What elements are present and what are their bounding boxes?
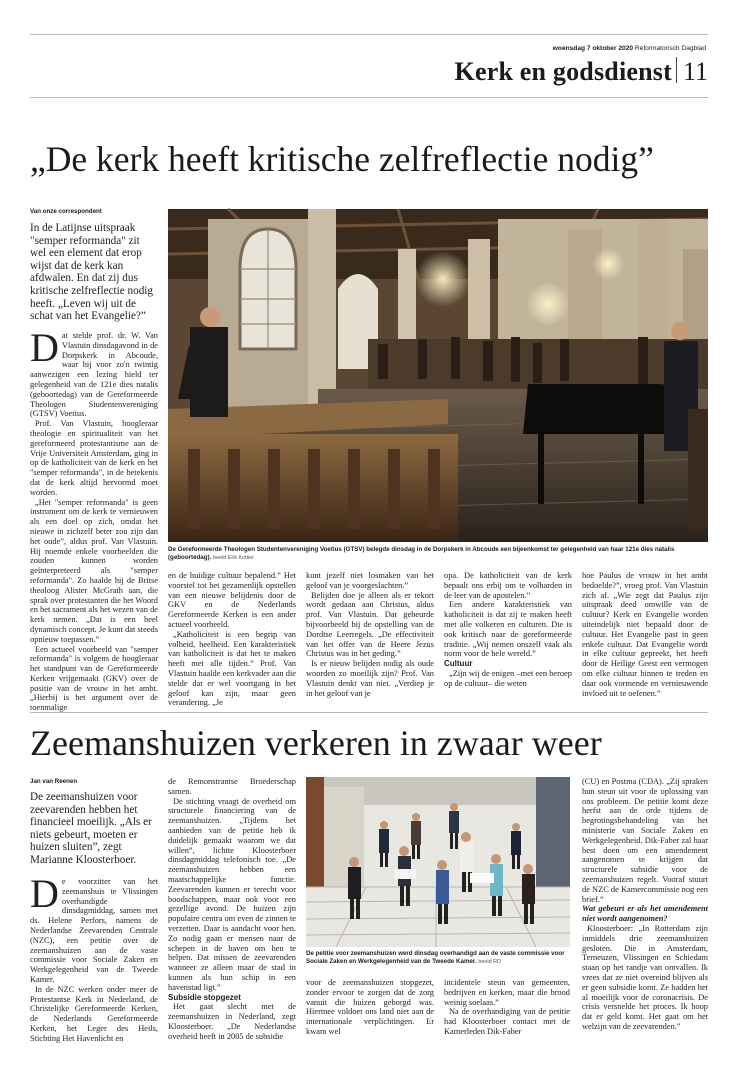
subheading: Subsidie stopgezet [168, 992, 241, 1002]
paragraph: incidentele steun van gemeenten, bedrijven en kerken, maar die brood weinig soelaas.” [444, 978, 570, 1007]
church-interior-image [168, 209, 708, 542]
paragraph: hoe Paulus de vrouw in het ambt bedoelde?”, vroeg prof. Van Vlastuin zich af. „Wie zegt dat Paulus zijn uitspraak deed omwille van de cultuur? Kerk en Evangelie worden uiteindelijk niet bepaald door de cultuur. Het Evangelie past in geen enkele cultuur. Dat Evangelie wordt in elke cultuur gepreekt, het heeft door de Heilige Geest een vermogen om elke cultuur binnen te treden en daar ook vormende en vernieuwende invloed uit te oefenen.” [582, 571, 708, 698]
petition-handover-image [306, 777, 570, 947]
dateline [462, 45, 706, 52]
article1-column-4 [444, 571, 572, 704]
caption-text: De Gereformeerde Theologen Studentenvereniging Voetius (GTSV) belegde dinsdag in de Dorpskerk in Abcoude een bijeenkomst ter gelegenheid van haar 121e dies natalis (geboortedag). [168, 546, 675, 562]
paragraph: en de huidige cultuur bepalend.” Het voorstel tot het gezamenlijk opstellen van een nieuwe belijdenis door de GKV en de Nederlands Gereformeerde Kerken is een ander actueel voorbeeld. [168, 571, 296, 629]
church-photo [168, 209, 708, 542]
paragraph: (CU) en Postma (CDA). „Zij spraken hun steun uit voor de oplossing van ons probleem. De petitie komt deze herfst aan de orde tijdens de begrotingsbehandeling van het ministerie van Sociale Zaken en Werkgelegenheid. Dik-Faber zal haar best doen om een amendement aangenomen te krijgen dat structurele subsidie voor de zeemanshuizen regelt. Vooraf stuurt de NZC de Kamercommissie nog een brief.” [582, 777, 708, 904]
section-title: Kerk en godsdienst [454, 57, 672, 86]
paragraph: Prof. Van Vlastuin, hoogleraar theologie en spiritualiteit van het gereformeerd protestantisme aan de Vrije Universiteit Amsterdam, ging in op de katholiciteit van de kerk en het "semper reformanda", in de betekenis dat de kerk altijd hervormd moet worden. [30, 419, 158, 497]
paragraph: Een andere karakteristiek van katholiciteit is dat zij te maken heeft met alle volkeren en culturen. Die is ook kritisch naar de gereformeerde traditie. „Wij nemen onszelf vaak als norm voor de hele wereld.” [444, 600, 572, 659]
photo-credit: beeld Erik Kottier [213, 555, 255, 562]
article1-column-2 [168, 571, 296, 708]
article1-column-3 [306, 571, 434, 704]
question: Wat gebeurt er als het amendement niet wordt aangenomen? [582, 904, 708, 924]
article2-caption [306, 950, 570, 967]
article2-column-5 [582, 777, 708, 1062]
article2-column-4 [444, 978, 570, 1062]
paragraph: kunt jezelf niet losmaken van het geloof van je voorgeslachten.” [306, 571, 434, 590]
page-number: 11 [682, 57, 708, 86]
paragraph: Kloosterboer: „In Rotterdam zijn inmiddels drie zeemanshuizen gesloten. Die in Amsterdam, Terneuzen, Vlissingen en Schiedam staan op het randje van omvallen. Ik vrees dat ze niet overeind blijven als er geen subsidie komt. Ze hadden het al moeilijk voor de coronacrisis. De crisis versnelde het proces. Ik hoop dat er geld komt. Het gaat om het welzijn van de zeevarenden.” [582, 923, 708, 1031]
paragraph: e voorzitter van het zeemanshuis te Vlissingen overhandigde dinsdagmiddag, samen met ds. Helene Perfors, namens de Nederlandse Zeevarenden Centrale (NZC), een petitie over de zeemanshuizen aan de vaste commissie voor Sociale Zaken en Werkgelegenheid van de Tweede Kamer. [30, 877, 158, 984]
article-separator [30, 712, 708, 713]
paper-name: Reformatorisch Dagblad [634, 45, 706, 52]
paragraph: Is er nieuw belijden nodig als oude woorden zo moeilijk zijn? Prof. Van Vlastuin denkt van niet. „Verdiep je in het geloof van je [306, 659, 434, 698]
date: woensdag 7 oktober 2020 [552, 45, 634, 52]
article1-column-1 [30, 325, 158, 713]
top-rule [30, 34, 708, 35]
paragraph: Het gaat slecht met de zeemanshuizen in Nederland, zegt Kloosterboer. „De Nederlandse overheid heeft in 2005 de subsidie [168, 1002, 296, 1041]
paragraph: opa. De katholiciteit van de kerk bepaalt ons erbij om te volharden in de leer van de apostelen.” [444, 571, 572, 600]
paragraph: de Remonstrantse Broederschap samen. [168, 777, 296, 796]
paragraph: In de NZC werken onder meer de Protestantse Kerk in Nederland, de Christelijke Gereformeerde Kerken, de Nederlands Gereformeerde Kerken, het Leger des Heils, Stichting Het Havenlicht en [30, 984, 158, 1043]
article1-dropcap: D [30, 325, 59, 370]
petition-photo [306, 777, 570, 947]
article1-column-5 [582, 571, 708, 704]
article2-column-2 [168, 777, 296, 1062]
caption-text: De petitie voor zeemanshuizen werd dinsdag overhandigd aan de vaste commissie voor Sociale Zaken en Werkgelegenheid van de Tweede Kamer. [306, 950, 565, 966]
paragraph: „Het "semper reformanda" is geen instrument om de kerk te vernieuwen als een doel op zich, omdat het nieuwe in zichzelf beter zou zijn dan het oude”, aldus prof. Van Vlastuin. Hij noemde enkele voorbeelden die zouden kunnen worden geïnterpreteerd als "semper reformanda". Zo haalde hij de Britse theoloog Alister McGrath aan, die sprak over protestanten die het Woord en het sacrament als het wezen van de kerk nemen. „Dat is een heel dynamisch concept. Je kunt dat steeds opnieuw toepassen.” [30, 497, 158, 644]
article1-headline: „De kerk heeft kritische zelfreflectie nodig” [30, 139, 654, 179]
section-divider [676, 57, 677, 83]
paragraph: at stelde prof. dr. W. Van Vlastuin dinsdagavond in de Dorpskerk in Abcoude, waar hij voor zo'n twintig aanwezigen een lezing hield ter gelegenheid van de 121e dies natalis (geboortedag) van de Gereformeerde Theologen Studentenvereniging (GTSV) Voetius. [30, 331, 158, 419]
article2-byline: Jan van Reenen [30, 778, 78, 785]
paragraph: voor de zeemanshuizen stopgezet, zonder ervoor te zorgen dat de zorg vanuit die huizen geborgd was. Hiermee voldoet ons land niet aan de internationale verplichtingen. Er kwam wel [306, 978, 434, 1036]
paragraph: Een actueel voorbeeld van "semper reformanda" is volgens de hoogleraar het standpunt van de Gereformeerde Kerken vrijgemaakt (GKV) over de positie van de vrouw in het ambt. „Hierbij is het argument over de toenmalige [30, 644, 158, 713]
paragraph: Belijden doe je alleen als er tekort wordt gedaan aan Christus, aldus prof. Van Vlastuin. Dat gebeurde bijvoorbeeld bij de opstelling van de Dordtse Leerregels. „De effectiviteit van het offer van de Heere Jezus Christus was in het geding.” [306, 590, 434, 659]
article2-column-1 [30, 871, 158, 1062]
subheading: Cultuur [444, 659, 473, 669]
article2-dropcap: D [30, 871, 59, 916]
paragraph: „Katholiciteit is een begrip van volheid, heelheid. Een karakteristiek van katholiciteit is dat het te maken heeft met alle tijden.” Prof. Van Vlastuin haalde een kerkvader aan die stelde dat er wel voortgang in het geloof kan zijn, maar geen verandering. „Je [168, 629, 296, 708]
photo-credit: beeld RD [478, 959, 501, 966]
paragraph: „Zijn wij de enigen –met een beroep op de cultuur– die weten [444, 668, 572, 688]
section-rule [30, 97, 708, 98]
paragraph: De stichting vraagt de overheid om structurele financiering van de zeemanshuizen. „Tijdens het aanbieden van de petitie heb ik duidelijk gemaakt waarom we dat willen”, lichtte Kloosterboer dinsdagmiddag telefonisch toe. „De zeemanshuizen hebben een maatschappelijke functie. Zeevarenden kunnen er terecht voor boodschappen, maar ook voor een gezellige avond. De huizen zijn populaire centra om even de zinnen te verzetten. Daar is aandacht voor hen. Zo nodig gaan er mensen naar de schepen in de haven om hen te helpen. Dat missen de zeevarenden wanneer ze alleen maar de stad in kunnen als hun schip in een havenstad ligt.” [168, 796, 296, 992]
section-header [408, 57, 708, 87]
paragraph: Na de overhandiging van de petitie had Kloosterboer contact met de Kamerleden Dik-Faber [444, 1007, 570, 1036]
article2-headline: Zeemanshuizen verkeren in zwaar weer [30, 723, 602, 763]
article1-caption [168, 546, 708, 563]
article1-byline: Van onze correspondent [30, 208, 102, 215]
article1-intro: In de Latijnse uitspraak "semper reformanda" zit wel een element dat erop wijst dat de kerk kan afdwalen. En dat zij dus kritische zelfreflectie nodig heeft. „Leven wij uit de schat van het Evangelie?” [30, 222, 154, 323]
article2-column-3 [306, 978, 434, 1062]
article2-intro: De zeemanshuizen voor zeevarenden hebben het financieel moeilijk. „Als er niets gebeurt, moeten er huizen sluiten”, zegt Marianne Kloosterboer. [30, 791, 152, 866]
